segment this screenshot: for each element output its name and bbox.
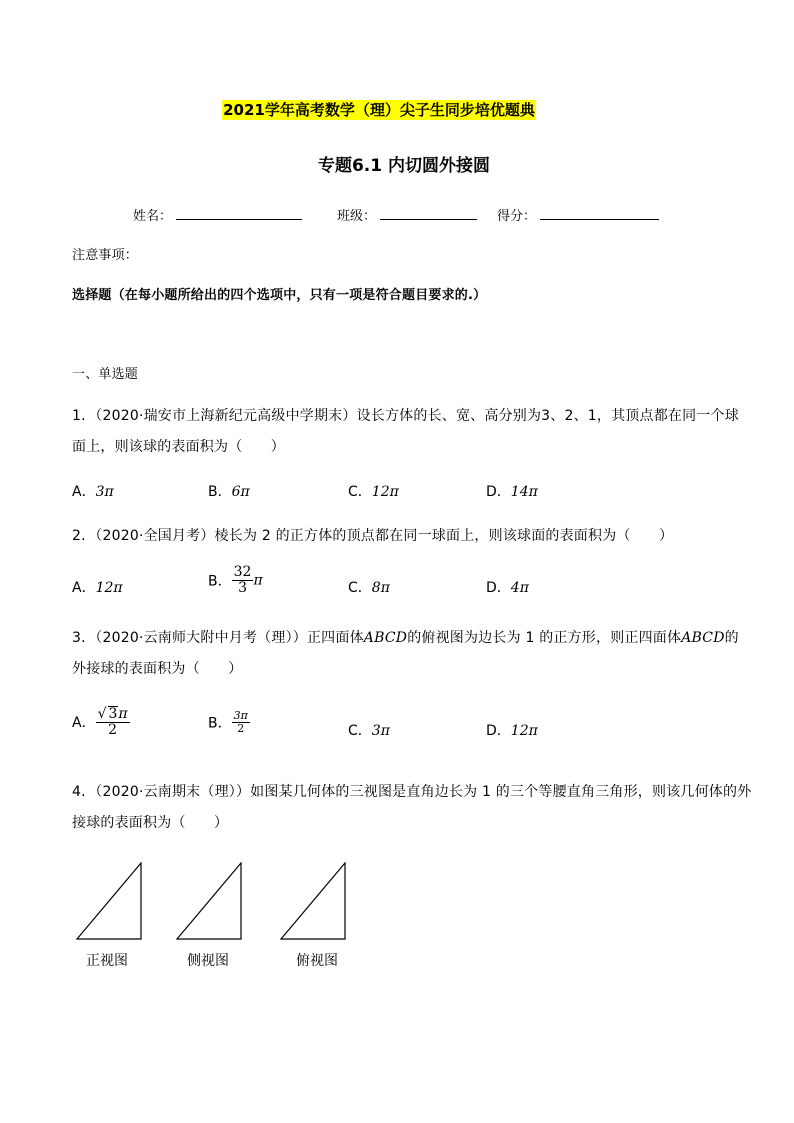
- q3-option-c[interactable]: C．3π: [348, 723, 390, 739]
- q2-option-b[interactable]: B． $\frac{32}{3}$ π: [208, 564, 263, 596]
- q1-option-a[interactable]: A．3π: [72, 484, 114, 500]
- q3-option-a[interactable]: A． $\frac{√ 3\pi}{2}$: [72, 706, 128, 738]
- q3-option-d[interactable]: D．12π: [486, 723, 538, 739]
- top-view-triangle: [280, 862, 346, 940]
- side-view-label: 侧视图: [187, 953, 229, 969]
- question-2-line1: 2．（2020·全国月考）棱长为 2 的正方体的顶点都在同一球面上，则该球面的表面积为（ ）: [72, 528, 674, 544]
- instruction-text: 选择题（在每小题所给出的四个选项中，只有一项是符合题目要求的.）: [72, 288, 487, 303]
- q2-option-a[interactable]: A．12π: [72, 580, 123, 596]
- top-view-label: 俯视图: [296, 953, 338, 969]
- question-4-line2: 接球的表面积为（ ）: [72, 815, 229, 831]
- q1-option-d[interactable]: D．14π: [486, 484, 538, 500]
- score-label: 得分：: [497, 209, 537, 224]
- section-title: 一、单选题: [72, 367, 139, 382]
- notes-label: 注意事项：: [72, 248, 139, 263]
- front-view-triangle: [76, 862, 142, 940]
- series-title-text: 2021学年高考数学（理）尖子生同步培优题典: [223, 101, 535, 119]
- name-field[interactable]: [176, 219, 302, 220]
- question-1-line2: 面上，则该球的表面积为（ ）: [72, 439, 285, 455]
- question-3-line1: 3．（2020·云南师大附中月考（理））正四面体ABCD的俯视图为边长为 1 的正方形，则正四面体ABCD的: [72, 630, 739, 646]
- series-title: [0, 99, 758, 120]
- name-label: 姓名：: [133, 209, 173, 224]
- question-3-line2: 外接球的表面积为（ ）: [72, 661, 243, 677]
- q1-option-b[interactable]: B．6π: [208, 484, 250, 500]
- question-4-line1: 4．（2020·云南期末（理））如图某几何体的三视图是直角边长为 1 的三个等腰直角三角形，则该几何体的外: [72, 784, 752, 800]
- fraction: $\frac{3\pi}{2}$: [233, 709, 248, 735]
- question-1-line1: 1．（2020·瑞安市上海新纪元高级中学期末）设长方体的长、宽、高分别为3、2、1，其顶点都在同一个球: [72, 408, 739, 424]
- front-view-label: 正视图: [86, 953, 128, 969]
- class-label: 班级：: [337, 209, 377, 224]
- q3-option-b[interactable]: B． $\frac{3\pi}{2}$: [208, 709, 248, 735]
- q2-option-d[interactable]: D．4π: [486, 580, 529, 596]
- q1-option-c[interactable]: C．12π: [348, 484, 399, 500]
- fraction: $\frac{32}{3}$: [233, 564, 252, 596]
- q2-option-c[interactable]: C．8π: [348, 580, 390, 596]
- score-field[interactable]: [540, 219, 659, 220]
- class-field[interactable]: [380, 219, 477, 220]
- fraction: $\frac{√ 3\pi}{2}$: [97, 706, 128, 738]
- page-title: 专题6.1 内切圆外接圆: [317, 156, 491, 176]
- side-view-triangle: [176, 862, 242, 940]
